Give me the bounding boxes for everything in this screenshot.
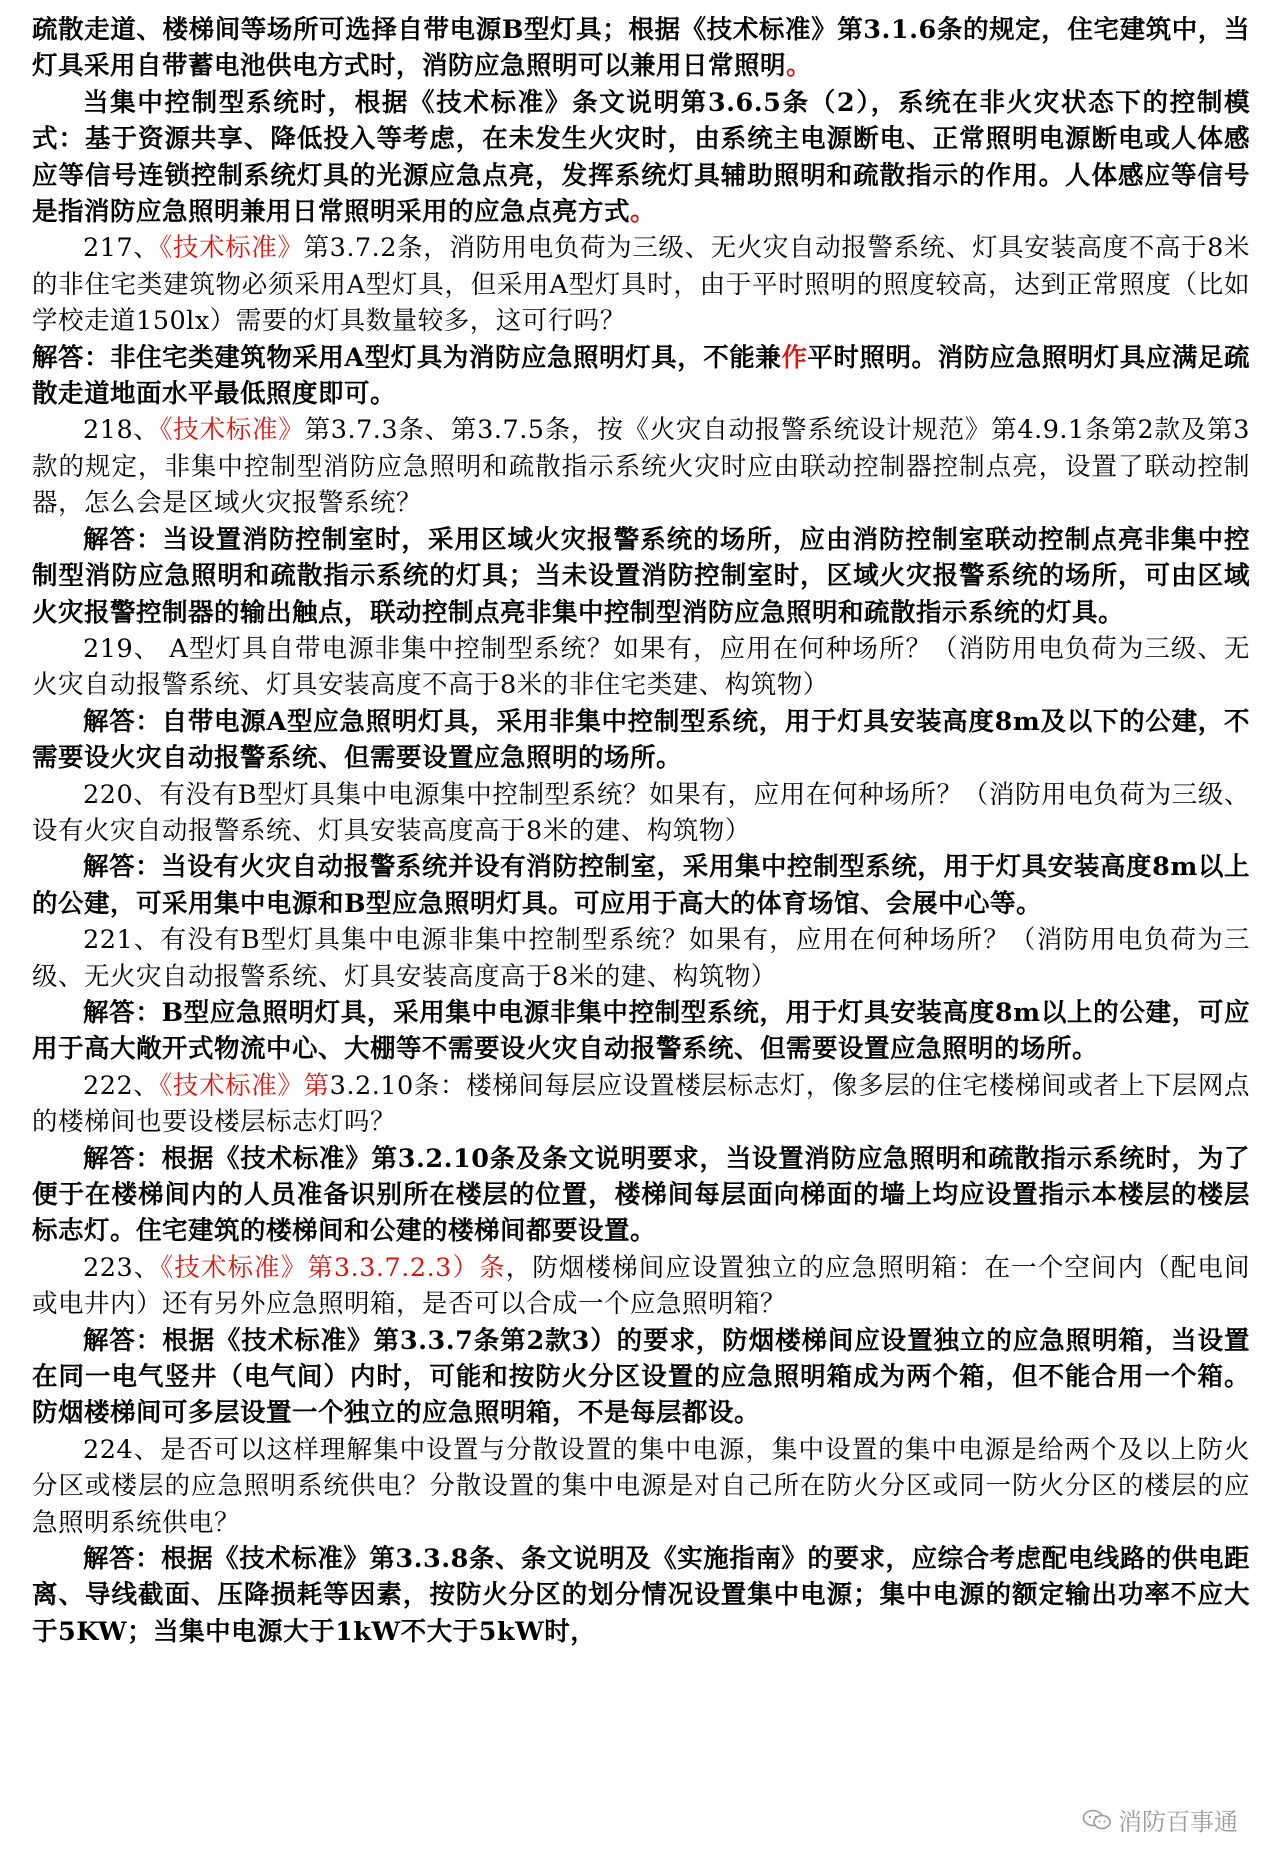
question-paragraph	[32, 230, 1250, 339]
text-segment: 解答：B型应急照明灯具，采用集中电源非集中控制型系统，用于灯具安装高度8m以上的公建，可应用于高大敞开式物流中心、大棚等不需要设火灾自动报警系统、但需要设置应急照明的场所。	[32, 997, 1250, 1065]
watermark	[1078, 1802, 1242, 1837]
question-paragraph	[32, 1432, 1250, 1541]
text-segment: 疏散走道、楼梯间等场所可选择自带电源B型灯具；根据《技术标准》第3.1.6条的规定，住宅建筑中，当灯具采用自带蓄电池供电方式时，消防应急照明可以兼用日常照明	[32, 15, 1250, 82]
text-segment: 解答：根据《技术标准》第3.3.8条、条文说明及《实施指南》的要求，应综合考虑配电线路的供电距离、导线截面、压降损耗等因素，按防火分区的划分情况设置集中电源；集中电源的额定输出功率不应大于5KW；当集中电源大于1kW不大于5kW时，	[32, 1544, 1250, 1647]
text-segment: 解答：根据《技术标准》第3.2.10条及条文说明要求，当设置消防应急照明和疏散指示系统时，为了便于在楼梯间内的人员准备识别所在楼层的位置，楼梯间每层面向梯面的墙上均应设置指示本楼层的楼层标志灯。住宅建筑的楼梯间和公建的楼梯间都要设置。	[32, 1143, 1250, 1247]
text-segment: 当集中控制型系统时，根据《技术标准》条文说明第3.6.5条（2），系统在非火灾状态下的控制模式：基于资源共享、降低投入等考虑，在未发生火灾时，由系统主电源断电、正常照明电源断电或人体感应等信号连锁控制系统灯具的光源应急点亮，发挥系统灯具辅助照明和疏散指示的作用。人体感应等信号是指消防应急照明兼用日常照明采用的应急点亮方式	[32, 87, 1250, 228]
text-segment: 224、是否可以这样理解集中设置与分散设置的集中电源，集中设置的集中电源是给两个及以上防火分区或楼层的应急照明系统供电？分散设置的集中电源是对自己所在防火分区或同一防火分区的楼层的应急照明系统供电？	[32, 1434, 1250, 1538]
text-segment: 解答：根据《技术标准》第3.3.7条第2款3）的要求，防烟楼梯间应设置独立的应急照明箱，当设置在同一电气竖井（电气间）内时，可能和按防火分区设置的应急照明箱成为两个箱，但不能合用一个箱。防烟楼梯间可多层设置一个独立的应急照明箱，不是每层都设。	[32, 1325, 1250, 1429]
text-segment: ，防烟楼梯间应设置独立的应急照明箱：在一个空间内（配电间或电井内）还有另外应急照明箱，是否可以合成一个应急照明箱？	[32, 1252, 1251, 1320]
question-paragraph	[32, 631, 1250, 704]
text-segment: 解答：当设有火灾自动报警系统并设有消防控制室，采用集中控制型系统，用于灯具安装高度8m以上的公建，可采用集中电源和B型应急照明灯具。可应用于高大的体育场馆、会展中心等。	[32, 852, 1250, 919]
answer-paragraph	[32, 12, 1250, 85]
question-paragraph	[32, 412, 1250, 521]
highlighted-text: 《技术标准》第3.3.7.2.3）条	[160, 1252, 506, 1283]
answer-paragraph	[32, 1323, 1250, 1432]
answer-paragraph	[32, 704, 1250, 777]
text-segment: 217、	[83, 233, 160, 264]
text-segment: 3.2.10条：楼梯间每层应设置楼层标志灯，像多层的住宅楼梯间或者上下层网点的楼梯间也要设楼层标志灯吗？	[32, 1070, 1251, 1138]
wechat-icon	[1082, 1809, 1112, 1831]
highlighted-text: 。	[630, 197, 657, 228]
text-segment: 解答：非住宅类建筑物采用A型灯具为消防应急照明灯具，不能兼	[32, 342, 782, 373]
text-segment: 219、 A型灯具自带电源非集中控制型系统？如果有，应用在何种场所？（消防用电负荷为三级、无火灾自动报警系统、灯具安装高度不高于8米的非住宅类建、构筑物）	[32, 633, 1250, 701]
highlighted-text: 《技术标准》	[159, 415, 305, 446]
text-segment: 平时照明。消防应急照明灯具应满足疏散走道地面水平最低照度即可。	[32, 342, 1250, 410]
watermark-text: 消防百事通	[1118, 1808, 1238, 1836]
question-paragraph	[32, 922, 1250, 995]
answer-paragraph	[32, 522, 1250, 631]
text-segment: 223、	[83, 1252, 161, 1283]
text-segment: 218、	[83, 415, 160, 446]
answer-paragraph	[32, 849, 1250, 922]
text-segment: 解答：当设置消防控制室时，采用区域火灾报警系统的场所，应由消防控制室联动控制点亮非集中控制型消防应急照明和疏散指示系统的灯具；当未设置消防控制室时，区域火灾报警系统的场所，可由区域火灾报警控制器的输出触点，联动控制点亮非集中控制型消防应急照明和疏散指示系统的灯具。	[32, 524, 1250, 628]
question-paragraph	[32, 1250, 1250, 1323]
highlighted-text: 。	[786, 51, 813, 82]
answer-paragraph	[32, 1141, 1250, 1250]
text-segment: 解答：自带电源A型应急照明灯具，采用非集中控制型系统，用于灯具安装高度8m及以下的公建，不需要设火灾自动报警系统、但需要设置应急照明的场所。	[32, 706, 1250, 774]
answer-paragraph	[32, 340, 1250, 413]
text-segment: 221、有没有B型灯具集中电源非集中控制型系统？如果有，应用在何种场所？（消防用电负荷为三级、无火灾自动报警系统、灯具安装高度高于8米的建、构筑物）	[32, 925, 1250, 992]
answer-paragraph	[32, 85, 1250, 231]
question-paragraph	[32, 777, 1250, 850]
answer-paragraph	[32, 1541, 1250, 1650]
text-segment: 220、有没有B型灯具集中电源集中控制型系统？如果有，应用在何种场所？（消防用电负荷为三级、设有火灾自动报警系统、灯具安装高度高于8米的建、构筑物）	[32, 779, 1250, 846]
highlighted-text: 《技术标准》第	[159, 1070, 330, 1101]
text-segment: 222、	[83, 1070, 160, 1101]
highlighted-text: 作	[781, 342, 808, 373]
highlighted-text: 《技术标准》	[159, 233, 304, 264]
question-paragraph	[32, 1068, 1250, 1141]
text-segment: 第3.7.3条、第3.7.5条，按《火灾自动报警系统设计规范》第4.9.1条第2款及第3款的规定，非集中控制型消防应急照明和疏散指示系统火灾时应由联动控制器控制点亮，设置了联动控制器，怎么会是区域火灾报警系统？	[32, 415, 1250, 519]
answer-paragraph	[32, 995, 1250, 1068]
text-segment: 第3.7.2条，消防用电负荷为三级、无火灾自动报警系统、灯具安装高度不高于8米的非住宅类建筑物必须采用A型灯具，但采用A型灯具时，由于平时照明的照度较高，达到正常照度（比如学校走道150lx）需要的灯具数量较多，这可行吗？	[32, 233, 1250, 337]
